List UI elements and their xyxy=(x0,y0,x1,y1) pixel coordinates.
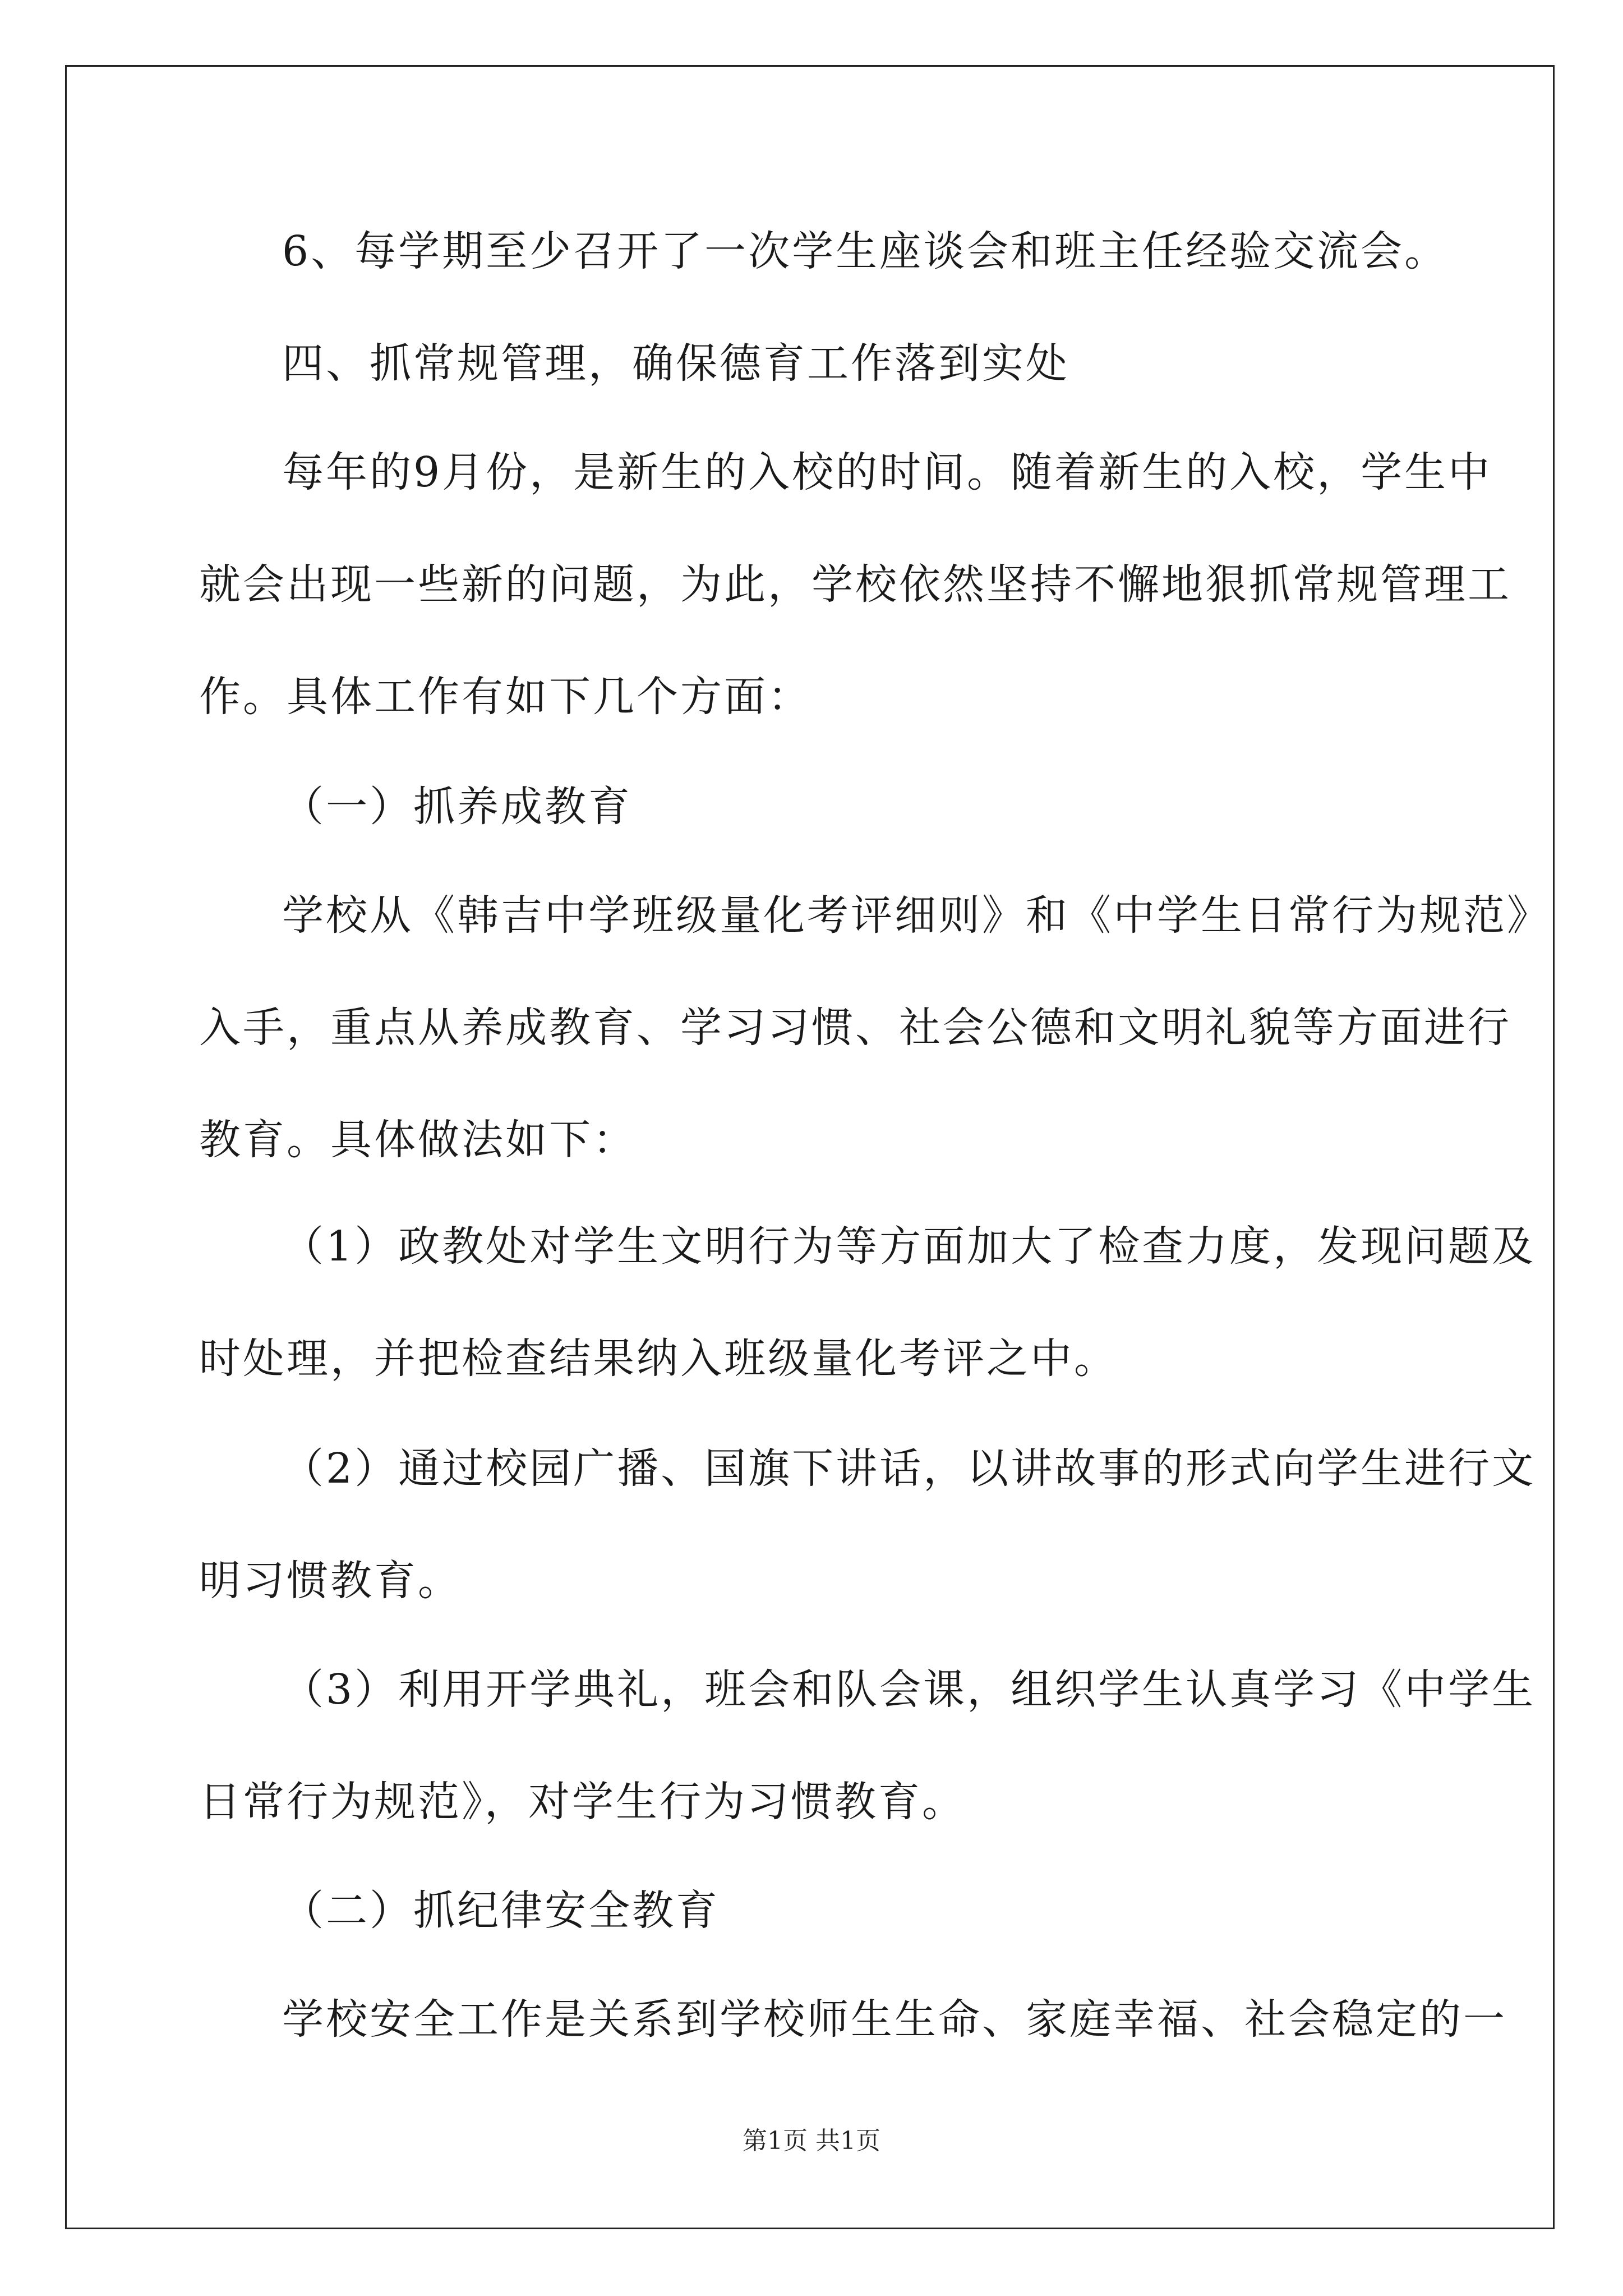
line: 学校从《韩吉中学班级量化考评细则》和《中学生日常行为规范》 xyxy=(282,891,1551,940)
line: 明习惯教育。 xyxy=(199,1557,462,1605)
line: （3）利用开学典礼，班会和队会课，组织学生认真学习《中学生 xyxy=(282,1665,1536,1714)
subheading-habits xyxy=(199,751,1427,863)
line: 作。具体工作有如下几个方面： xyxy=(199,673,811,721)
section-heading-4 xyxy=(199,307,1427,420)
paragraph-safety xyxy=(199,1963,1507,2076)
line: 四、抓常规管理，确保德育工作落到实处 xyxy=(282,339,1069,388)
line: （二）抓纪律安全教育 xyxy=(282,1887,720,1935)
paragraph-new-students xyxy=(199,416,1511,753)
line: 学校安全工作是关系到学校师生生命、家庭幸福、社会稳定的一 xyxy=(282,1995,1507,2044)
paragraph-item-3 xyxy=(199,1634,1536,1858)
line: 教育。具体做法如下： xyxy=(199,1116,637,1164)
line: 入手，重点从养成教育、学习习惯、社会公德和文明礼貌等方面进行 xyxy=(199,1004,1511,1052)
subheading-safety xyxy=(199,1855,1427,1967)
line: 每年的9月份，是新生的入校的时间。随着新生的入校，学生中 xyxy=(282,448,1492,496)
paragraph-item-2 xyxy=(199,1412,1536,1637)
line: 6、每学期至少召开了一次学生座谈会和班主任经验交流会。 xyxy=(282,227,1449,275)
paragraph-item-1 xyxy=(199,1190,1536,1415)
line: 就会出现一些新的问题，为此，学校依然坚持不懈地狠抓常规管理工 xyxy=(199,560,1511,609)
page-footer: 第1页 共1页 xyxy=(743,2127,880,2155)
line: （一）抓养成教育 xyxy=(282,783,632,831)
paragraph-habits xyxy=(199,859,1551,1196)
line: 时处理，并把检查结果纳入班级量化考评之中。 xyxy=(199,1335,1118,1383)
line: 日常行为规范》，对学生行为习惯教育。 xyxy=(199,1778,966,1826)
line: （1）政教处对学生文明行为等方面加大了检查力度，发现问题及 xyxy=(282,1222,1536,1271)
text-line-1 xyxy=(199,195,1449,307)
line: （2）通过校园广播、国旗下讲话，以讲故事的形式向学生进行文 xyxy=(282,1444,1536,1493)
